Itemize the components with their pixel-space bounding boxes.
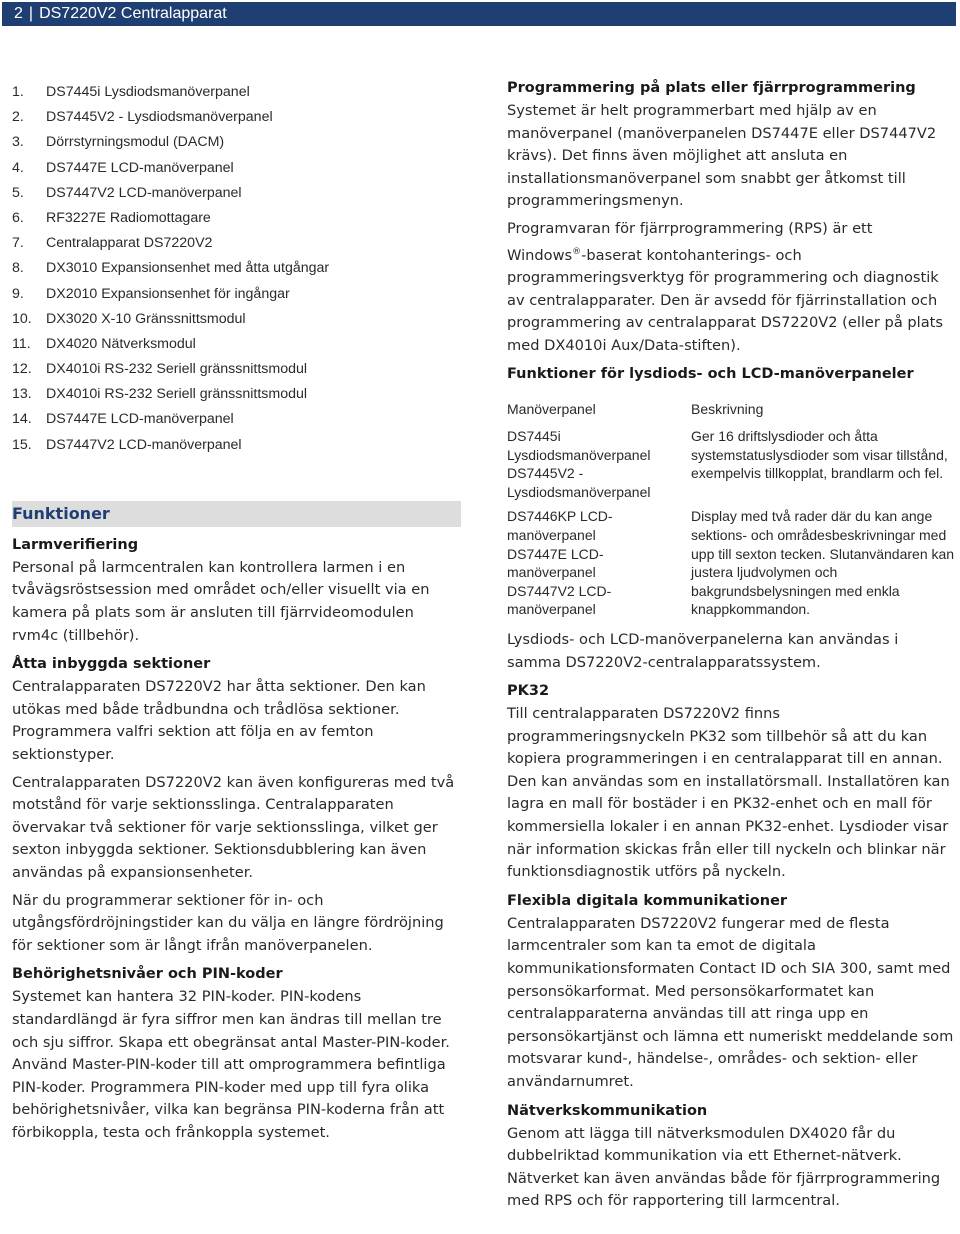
heading-network: Nätverkskommunikation	[507, 1102, 708, 1119]
registered-mark: ®	[572, 246, 582, 257]
list-item: 10. DX3020 X-10 Gränssnittsmodul	[12, 310, 246, 327]
paragraph-programming-2: Programvaran för fjärrprogrammering (RPS) är ett Windows®-baserat kontohanterings- och programmeringsverktyg för programmering och diagnostik av centralapparater. Den är avsedd för fjärrinstallation och programmering av centralapparat DS7220V2 (eller på plats med DX4010i Aux/Data-stiften).	[507, 219, 943, 354]
paragraph-keypad-note: Lysdiods- och LCD-manöverpanelerna kan användas i samma DS7220V2-centralapparatssystem.	[507, 630, 899, 671]
heading-alarm-verification: Larmverifiering	[12, 536, 139, 553]
component-list	[12, 80, 462, 458]
list-item: 14. DS7447E LCD-manöverpanel	[12, 411, 234, 428]
list-item: 8. DX3010 Expansionsenhet med åtta utgångar	[12, 260, 330, 277]
table-row	[507, 507, 955, 619]
paragraph-alarm-verification: Personal på larmcentralen kan kontrollera larmen i en tvåvägsröstsession med området och/eller visuellt via en kamera på plats som är ansluten till fjärrvideomodulen rvm4c (tillbehör).	[12, 558, 430, 644]
table-header-row	[507, 400, 955, 427]
column-header-description: Beskrivning	[691, 401, 764, 418]
document-title: DS7220V2 Centralapparat	[39, 5, 227, 22]
page-header	[2, 2, 956, 26]
page-number: 2	[14, 5, 23, 22]
list-item: 11. DX4020 Nätverksmodul	[12, 335, 196, 352]
panel-description: Ger 16 driftslysdioder och åtta systemstatuslysdioder som visar tillstånd, exempelvis tillkopplat, brandlarm och fel.	[691, 427, 948, 482]
paragraph-sections-1: Centralapparaten DS7220V2 har åtta sektioner. Den kan utökas med både trådbundna och trådlösa sektioner. Programmera valfri sektion att följa en av femton sektionstyper.	[12, 678, 426, 763]
paragraph-network: Genom att lägga till nätverksmodulen DX4020 får du dubbelriktad kommunikation via ett Ethernet-nätverk. Nätverket kan även användas både för fjärrprogrammering med RPS och för rapportering till larmcentral.	[507, 1124, 941, 1210]
list-item: 15. DS7447V2 LCD-manöverpanel	[12, 436, 242, 453]
left-column	[12, 80, 462, 1149]
paragraph-sections-2: Centralapparaten DS7220V2 kan även konfigureras med två motstånd för varje sektionsslinga. Centralapparaten övervakar två sektioner för varje sektionsslinga, vilket ger sexton inbyggda sektioner. Sektionsdubblering kan även användas på expansionsenheter.	[12, 773, 455, 881]
table-row	[507, 427, 955, 507]
panel-description: Display med två rader där du kan ange sektions- och områdesbeskrivningar med upp till sexton tecken. Slutanvändaren kan justera ljudvolymen och bakgrundsbelysningen med enkla knappkommandon.	[691, 508, 955, 618]
list-item: 12. DX4010i RS-232 Seriell gränssnittsmodul	[12, 361, 308, 378]
heading-sections: Åtta inbyggda sektioner	[12, 656, 211, 673]
heading-programming: Programmering på plats eller fjärrprogrammering	[507, 80, 916, 96]
list-item: 6. RF3227E Radiomottagare	[12, 209, 211, 226]
list-item: 1. DS7445i Lysdiodsmanöverpanel	[12, 84, 250, 100]
paragraph-sections-3: När du programmerar sektioner för in- och utgångsfördröjningstider kan du välja en längre fördröjning för sektioner som är långt ifrån manöverpanelen.	[12, 891, 444, 954]
panel-name: DS7445V2 - Lysdiodsmanöverpanel	[507, 465, 651, 500]
list-item: 5. DS7447V2 LCD-manöverpanel	[12, 184, 242, 201]
paragraph-access-levels: Systemet kan hantera 32 PIN-koder. PIN-kodens standardlängd är fyra siffror men kan ändras till mellan tre och sju siffror. Skapa ett obegränsat antal Master-PIN-koder. Använd Master-PIN-koder till att omprogrammera befintliga PIN-koder. Programmera PIN-koder med upp till fyra olika behörighetsnivåer, vilka kan begränsa PIN-koderna från att förbikoppla, testa och frånkoppla systemet.	[12, 988, 450, 1141]
panel-name: DS7447V2 LCD-manöverpanel	[507, 582, 612, 618]
paragraph-pk32: Till centralapparaten DS7220V2 finns programmeringsnyckeln PK32 som tillbehör så att du kan kopiera programmeringen i en centralapparat till en annan. Den kan användas som en installatörsmall. Installatören kan lagra en mall för bostäder i en PK32-enhet och en mall för kommersiella lokaler i en annan PK32-enhet. Lysdioder visar när information skickas från eller till nyckeln och blinkar när funktionsdiagnostik utförs på nyckeln.	[507, 705, 950, 881]
list-item: 13. DX4010i RS-232 Seriell gränssnittsmodul	[12, 386, 308, 403]
list-item: 9. DX2010 Expansionsenhet för ingångar	[12, 285, 290, 302]
list-item: 4. DS7447E LCD-manöverpanel	[12, 159, 234, 176]
list-item: 7. Centralapparat DS7220V2	[12, 235, 213, 252]
section-heading-features: Funktioner	[12, 501, 461, 527]
right-column	[507, 76, 955, 1218]
heading-access-levels: Behörighetsnivåer och PIN-koder	[12, 966, 283, 983]
keypad-table	[507, 400, 955, 619]
panel-name: DS7445i Lysdiodsmanöverpanel	[507, 427, 651, 463]
panel-name: DS7446KP LCD-manöverpanel	[507, 508, 613, 543]
heading-keypad-functions: Funktioner för lysdiods- och LCD-manöverpaneler	[507, 366, 914, 383]
column-header-panel: Manöverpanel	[507, 401, 596, 418]
panel-name: DS7447E LCD-manöverpanel	[507, 545, 604, 581]
heading-digital-comm: Flexibla digitala kommunikationer	[507, 892, 788, 909]
header-separator: |	[28, 5, 34, 22]
list-item: 2. DS7445V2 - Lysdiodsmanöverpanel	[12, 109, 273, 126]
list-item: 3. Dörrstyrningsmodul (DACM)	[12, 134, 225, 151]
heading-pk32: PK32	[507, 683, 550, 700]
paragraph-digital-comm: Centralapparaten DS7220V2 fungerar med de flesta larmcentraler som kan ta emot de digitala kommunikationsformaten Contact ID och SIA 300, samt med personsökarformat. Med personsökarformatet kan centralapparaterna användas till att ringa upp en personsökartjänst och lämna ett numeriskt meddelande som motsvarar kund-, händelse-, områdes- och sektion- eller användarnumret.	[507, 914, 954, 1091]
paragraph-programming-1: Systemet är helt programmerbart med hjälp av en manöverpanel (manöverpanelen DS7447E eller DS7447V2 krävs). Det finns även möjlighet att ansluta en installationsmanöverpanel som snabbt ger åtkomst till programmeringsmenyn.	[507, 102, 937, 210]
